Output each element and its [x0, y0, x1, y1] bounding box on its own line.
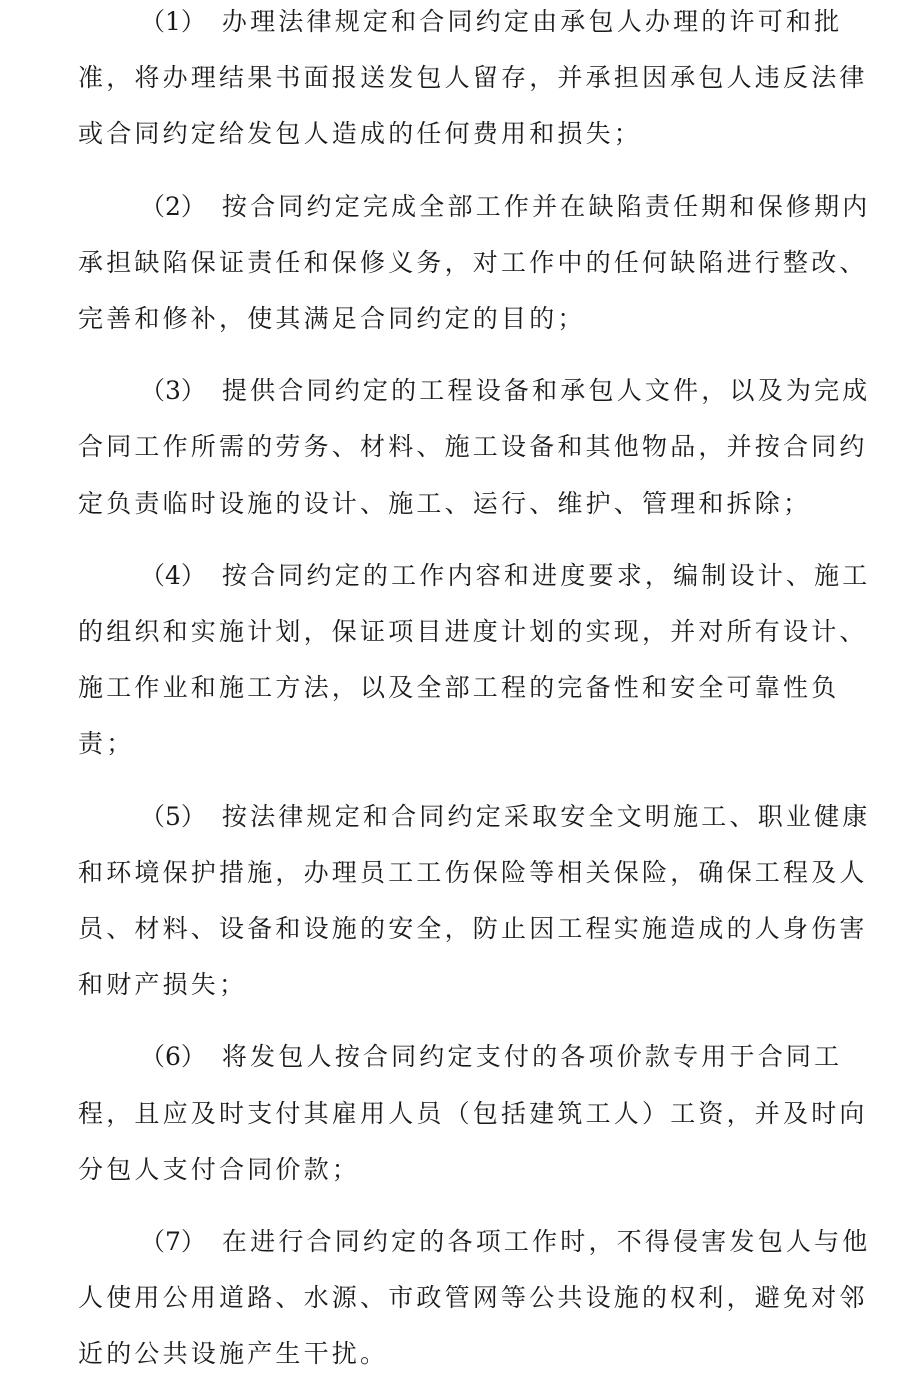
clause-4-line-3: 施工作业和施工方法，以及全部工程的完备性和安全可靠性负	[78, 673, 840, 702]
clause-4-text-1: 按合同约定的工作内容和进度要求，编制设计、施工	[221, 561, 871, 590]
clause-3-line-3: 定负责临时设施的设计、施工、运行、维护、管理和拆除；	[78, 489, 812, 518]
clause-5-text-1: 按法律规定和合同约定采取安全文明施工、职业健康	[221, 802, 871, 831]
clause-5-line-3: 员、材料、设备和设施的安全，防止因工程实施造成的人身伤害	[78, 914, 868, 943]
clause-5-line-2: 和环境保护措施，办理员工工伤保险等相关保险，确保工程及人	[78, 858, 868, 887]
clause-2-text-1: 按合同约定完成全部工作并在缺陷责任期和保修期内	[221, 192, 871, 221]
clause-5-number: （5）	[140, 802, 206, 831]
clause-2-number: （2）	[140, 192, 206, 221]
clause-2-line-3: 完善和修补，使其满足合同约定的目的；	[78, 304, 586, 333]
clause-6-line-2: 程，且应及时支付其雇用人员（包括建筑工人）工资，并及时向	[78, 1099, 868, 1128]
clause-4-line-1	[78, 556, 871, 596]
clause-6-line-3: 分包人支付合同价款；	[78, 1155, 361, 1184]
clause-5-line-1	[78, 797, 871, 837]
clause-1-text-1: 办理法律规定和合同约定由承包人办理的许可和批	[221, 7, 843, 36]
clause-1-line-2: 准，将办理结果书面报送发包人留存，并承担因承包人违反法律	[78, 63, 868, 92]
clause-3-line-2: 合同工作所需的劳务、材料、施工设备和其他物品，并按合同约	[78, 432, 868, 461]
clause-1-line-1	[78, 2, 843, 42]
clause-4-number: （4）	[140, 561, 206, 590]
clause-6-text-1: 将发包人按合同约定支付的各项价款专用于合同工	[221, 1042, 843, 1071]
clause-1-number: （1）	[140, 7, 206, 36]
clause-7-line-1	[78, 1222, 871, 1262]
clause-3-text-1: 提供合同约定的工程设备和承包人文件，以及为完成	[221, 376, 871, 405]
clause-7-line-2: 人使用公用道路、水源、市政管网等公共设施的权利，避免对邻	[78, 1283, 868, 1312]
clause-6-line-1	[78, 1037, 843, 1077]
clause-6-number: （6）	[140, 1042, 206, 1071]
clause-5-line-4: 和财产损失；	[78, 970, 248, 999]
clause-3-line-1	[78, 371, 871, 411]
clause-4-line-2: 的组织和实施计划，保证项目进度计划的实现，并对所有设计、	[78, 617, 868, 646]
clause-1-line-3: 或合同约定给发包人造成的任何费用和损失；	[78, 119, 643, 148]
clause-3-number: （3）	[140, 376, 206, 405]
clause-2-line-1	[78, 187, 871, 227]
clause-7-text-1: 在进行合同约定的各项工作时，不得侵害发包人与他	[221, 1227, 871, 1256]
clause-4-line-4: 责；	[78, 729, 135, 758]
clause-7-number: （7）	[140, 1227, 206, 1256]
clause-2-line-2: 承担缺陷保证责任和保修义务，对工作中的任何缺陷进行整改、	[78, 248, 868, 277]
clause-7-line-3: 近的公共设施产生干扰。	[78, 1339, 389, 1368]
